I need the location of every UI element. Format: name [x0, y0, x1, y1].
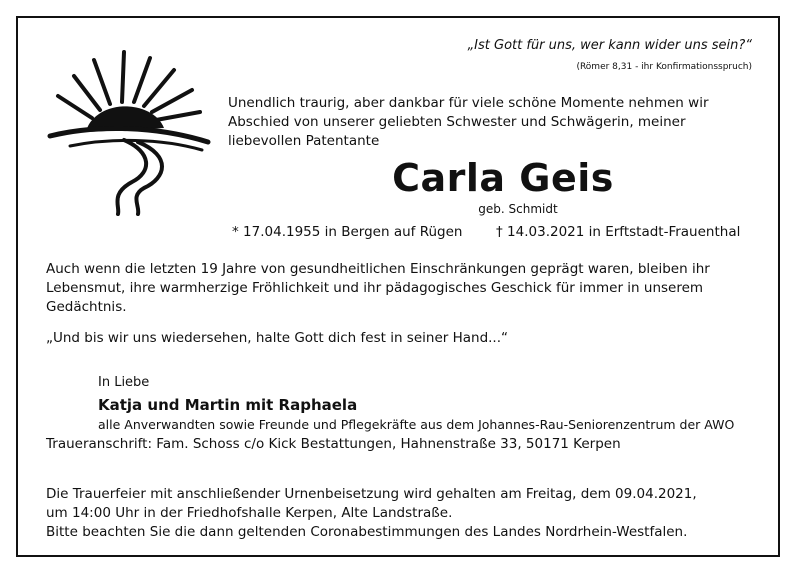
birth-name: geb. Schmidt [478, 202, 558, 216]
farewell-quote: „Und bis wir uns wiedersehen, halte Gott dich fest in seiner Hand...“ [46, 330, 509, 346]
family-names: Katja und Martin mit Raphaela [98, 396, 358, 414]
death-date: † 14.03.2021 in Erftstadt-Frauenthal [496, 224, 741, 240]
funeral-details-line: Bitte beachten Sie die dann geltenden Coronabestimmungen des Landes Nordrhein-Westfalen. [46, 524, 688, 540]
funeral-details-line: um 14:00 Uhr in der Friedhofshalle Kerpen, Alte Landstraße. [46, 505, 453, 521]
in-love-label: In Liebe [98, 375, 150, 390]
bible-quote: „Ist Gott für uns, wer kann wider uns sein?“ [467, 38, 752, 53]
funeral-details [46, 485, 766, 542]
bible-quote-source: (Römer 8,31 - ihr Konfirmationsspruch) [576, 62, 752, 72]
obituary-frame [16, 16, 780, 557]
funeral-details-line: Die Trauerfeier mit anschließender Urnenbeisetzung wird gehalten am Freitag, dem 09.04.2021, [46, 486, 697, 502]
mourning-address: Traueranschrift: Fam. Schoss c/o Kick Bestattungen, Hahnenstraße 33, 50171 Kerpen [46, 436, 621, 452]
deceased-name: Carla Geis [392, 156, 614, 200]
memorial-paragraph: Auch wenn die letzten 19 Jahre von gesundheitlichen Einschränkungen geprägt waren, bleiben ihr Lebensmut, ihre warmherzige Fröhlichkeit und ihr pädagogisches Geschick für immer in unserem Gedächtnis. [46, 261, 710, 315]
birth-date: * 17.04.1955 in Bergen auf Rügen [232, 224, 463, 240]
intro-text: Unendlich traurig, aber dankbar für viele schöne Momente nehmen wir Abschied von unserer geliebten Schwester und Schwägerin, meiner liebevollen Patentante [228, 95, 709, 149]
relatives-line: alle Anverwandten sowie Freunde und Pflegekräfte aus dem Johannes-Rau-Seniorenzentrum der AWO [98, 417, 735, 432]
